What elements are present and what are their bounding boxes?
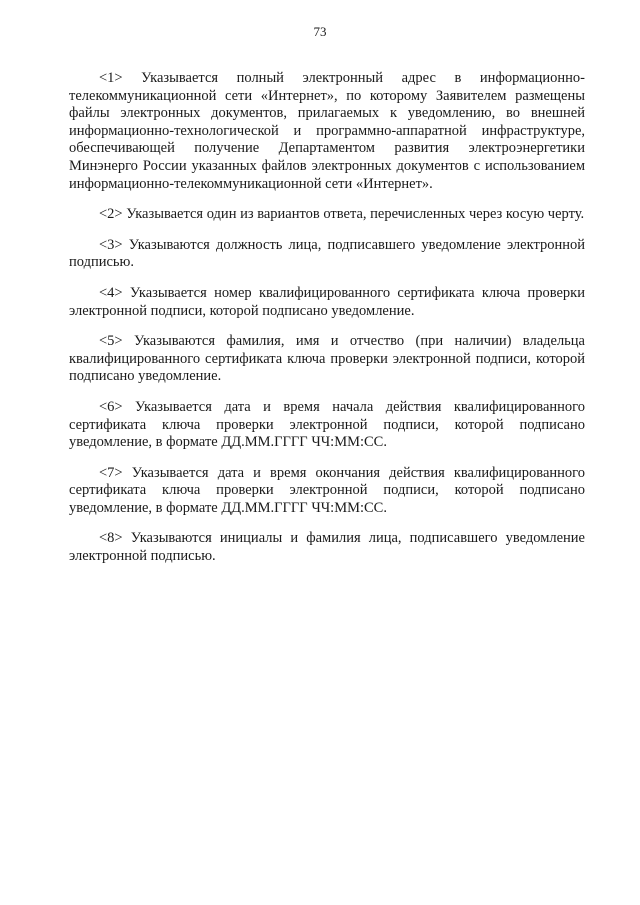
footnote-4: <4> Указывается номер квалифицированного сертификата ключа проверки электронной подписи, которой подписано уведомление.	[69, 284, 585, 319]
footnote-2: <2> Указывается один из вариантов ответа, перечисленных через косую черту.	[99, 206, 585, 223]
footnote-8: <8> Указываются инициалы и фамилия лица, подписавшего уведомление электронной подписью.	[69, 530, 585, 565]
footnote-3: <3> Указываются должность лица, подписавшего уведомление электронной подписью.	[69, 236, 585, 271]
footnote-1: <1> Указывается полный электронный адрес в информационно-телекоммуникационной сети «Интернет», по которому Заявителем размещены файлы электронных документов, прилагаемых к уведомлению, во внешней информационно-технологической и программно-аппаратной инфраструктуре, обеспечивающей получение Департаментом развития электроэнергетики Минэнерго России указанных файлов электронных документов с использованием информационно-телекоммуникационной сети «Интернет».	[69, 70, 585, 192]
page-number: 73	[313, 24, 327, 39]
footnote-7: <7> Указывается дата и время окончания действия квалифицированного сертификата ключа проверки электронной подписи, которой подписано уведомление, в формате ДД.ММ.ГГГГ ЧЧ:ММ:СС.	[69, 464, 585, 516]
footnotes-list	[69, 70, 585, 579]
footnote-6: <6> Указывается дата и время начала действия квалифицированного сертификата ключа проверки электронной подписи, которой подписано уведомление, в формате ДД.ММ.ГГГГ ЧЧ:ММ:СС.	[69, 398, 585, 451]
footnote-5: <5> Указываются фамилия, имя и отчество (при наличии) владельца квалифицированного сертификата ключа проверки электронной подписи, которой подписано уведомление.	[69, 333, 585, 385]
